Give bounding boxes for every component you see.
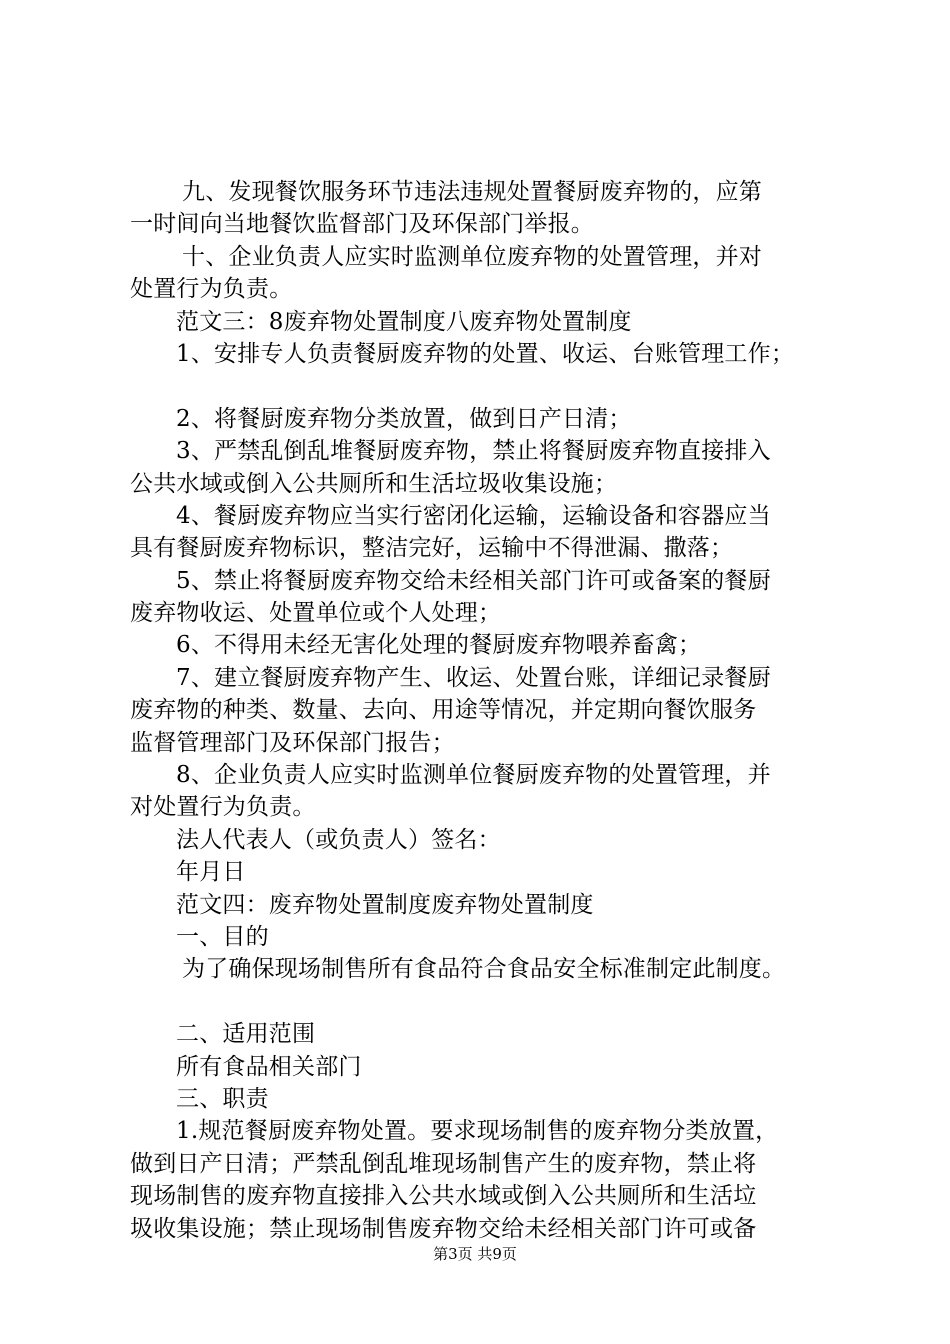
paragraph-line: 废弃物收运、处置单位或个人处理； [130,600,502,627]
paragraph-line: 所有食品相关部门 [176,1053,362,1080]
paragraph-line: 圾收集设施；禁止现场制售废弃物交给未经相关部门许可或备 [130,1215,757,1242]
page-number-footer: 第3页 共9页 [433,1245,517,1263]
paragraph-line: 处置行为负责。 [130,276,293,303]
section-heading: 范文三：8废弃物处置制度八废弃物处置制度 [176,308,632,335]
paragraph-line: 十、企业负责人应实时监测单位废弃物的处置管理，并对 [182,243,762,270]
signature-line: 法人代表人（或负责人）签名： [176,826,501,853]
paragraph-line: 2、将餐厨废弃物分类放置，做到日产日清； [176,405,632,432]
date-line: 年月日 [176,859,246,886]
paragraph-line: 5、禁止将餐厨废弃物交给未经相关部门许可或备案的餐厨 [176,567,771,594]
paragraph-line: 8、企业负责人应实时监测单位餐厨废弃物的处置管理，并 [176,762,771,789]
paragraph-line: 3、严禁乱倒乱堆餐厨废弃物，禁止将餐厨废弃物直接排入 [176,438,771,465]
paragraph-line: 一时间向当地餐饮监督部门及环保部门举报。 [130,211,594,238]
paragraph-line: 1.规范餐厨废弃物处置。要求现场制售的废弃物分类放置， [176,1118,779,1145]
paragraph-line: 现场制售的废弃物直接排入公共水域或倒入公共厕所和生活垃 [130,1183,757,1210]
paragraph-line: 对处置行为负责。 [130,794,316,821]
paragraph-line: 九、发现餐饮服务环节违法违规处置餐厨废弃物的，应第 [182,179,762,205]
document-body [130,176,830,1245]
paragraph-line: 6、不得用未经无害化处理的餐厨废弃物喂养畜禽； [176,632,702,659]
blank-line [130,986,830,1018]
paragraph-line: 公共水域或倒入公共厕所和生活垃圾收集设施； [130,470,618,497]
subsection-heading: 一、目的 [176,923,269,950]
paragraph-line: 为了确保现场制售所有食品符合食品安全标准制定此制度。 [182,956,786,983]
paragraph-line: 具有餐厨废弃物标识，整洁完好，运输中不得泄漏、撒落； [130,535,734,562]
paragraph-line: 监督管理部门及环保部门报告； [130,729,455,756]
paragraph-line: 7、建立餐厨废弃物产生、收运、处置台账，详细记录餐厨 [176,664,771,691]
subsection-heading: 二、适用范围 [176,1021,316,1048]
section-heading: 范文四：废弃物处置制度废弃物处置制度 [176,891,594,918]
paragraph-line: 1、安排专人负责餐厨废弃物的处置、收运、台账管理工作； [176,340,795,367]
paragraph-line: 废弃物的种类、数量、去向、用途等情况，并定期向餐饮服务 [130,697,757,724]
paragraph-line: 做到日产日清；严禁乱倒乱堆现场制售产生的废弃物，禁止将 [130,1150,757,1177]
paragraph-line: 4、餐厨废弃物应当实行密闭化运输，运输设备和容器应当 [176,502,771,529]
subsection-heading: 三、职责 [176,1085,269,1112]
blank-line [130,370,830,402]
